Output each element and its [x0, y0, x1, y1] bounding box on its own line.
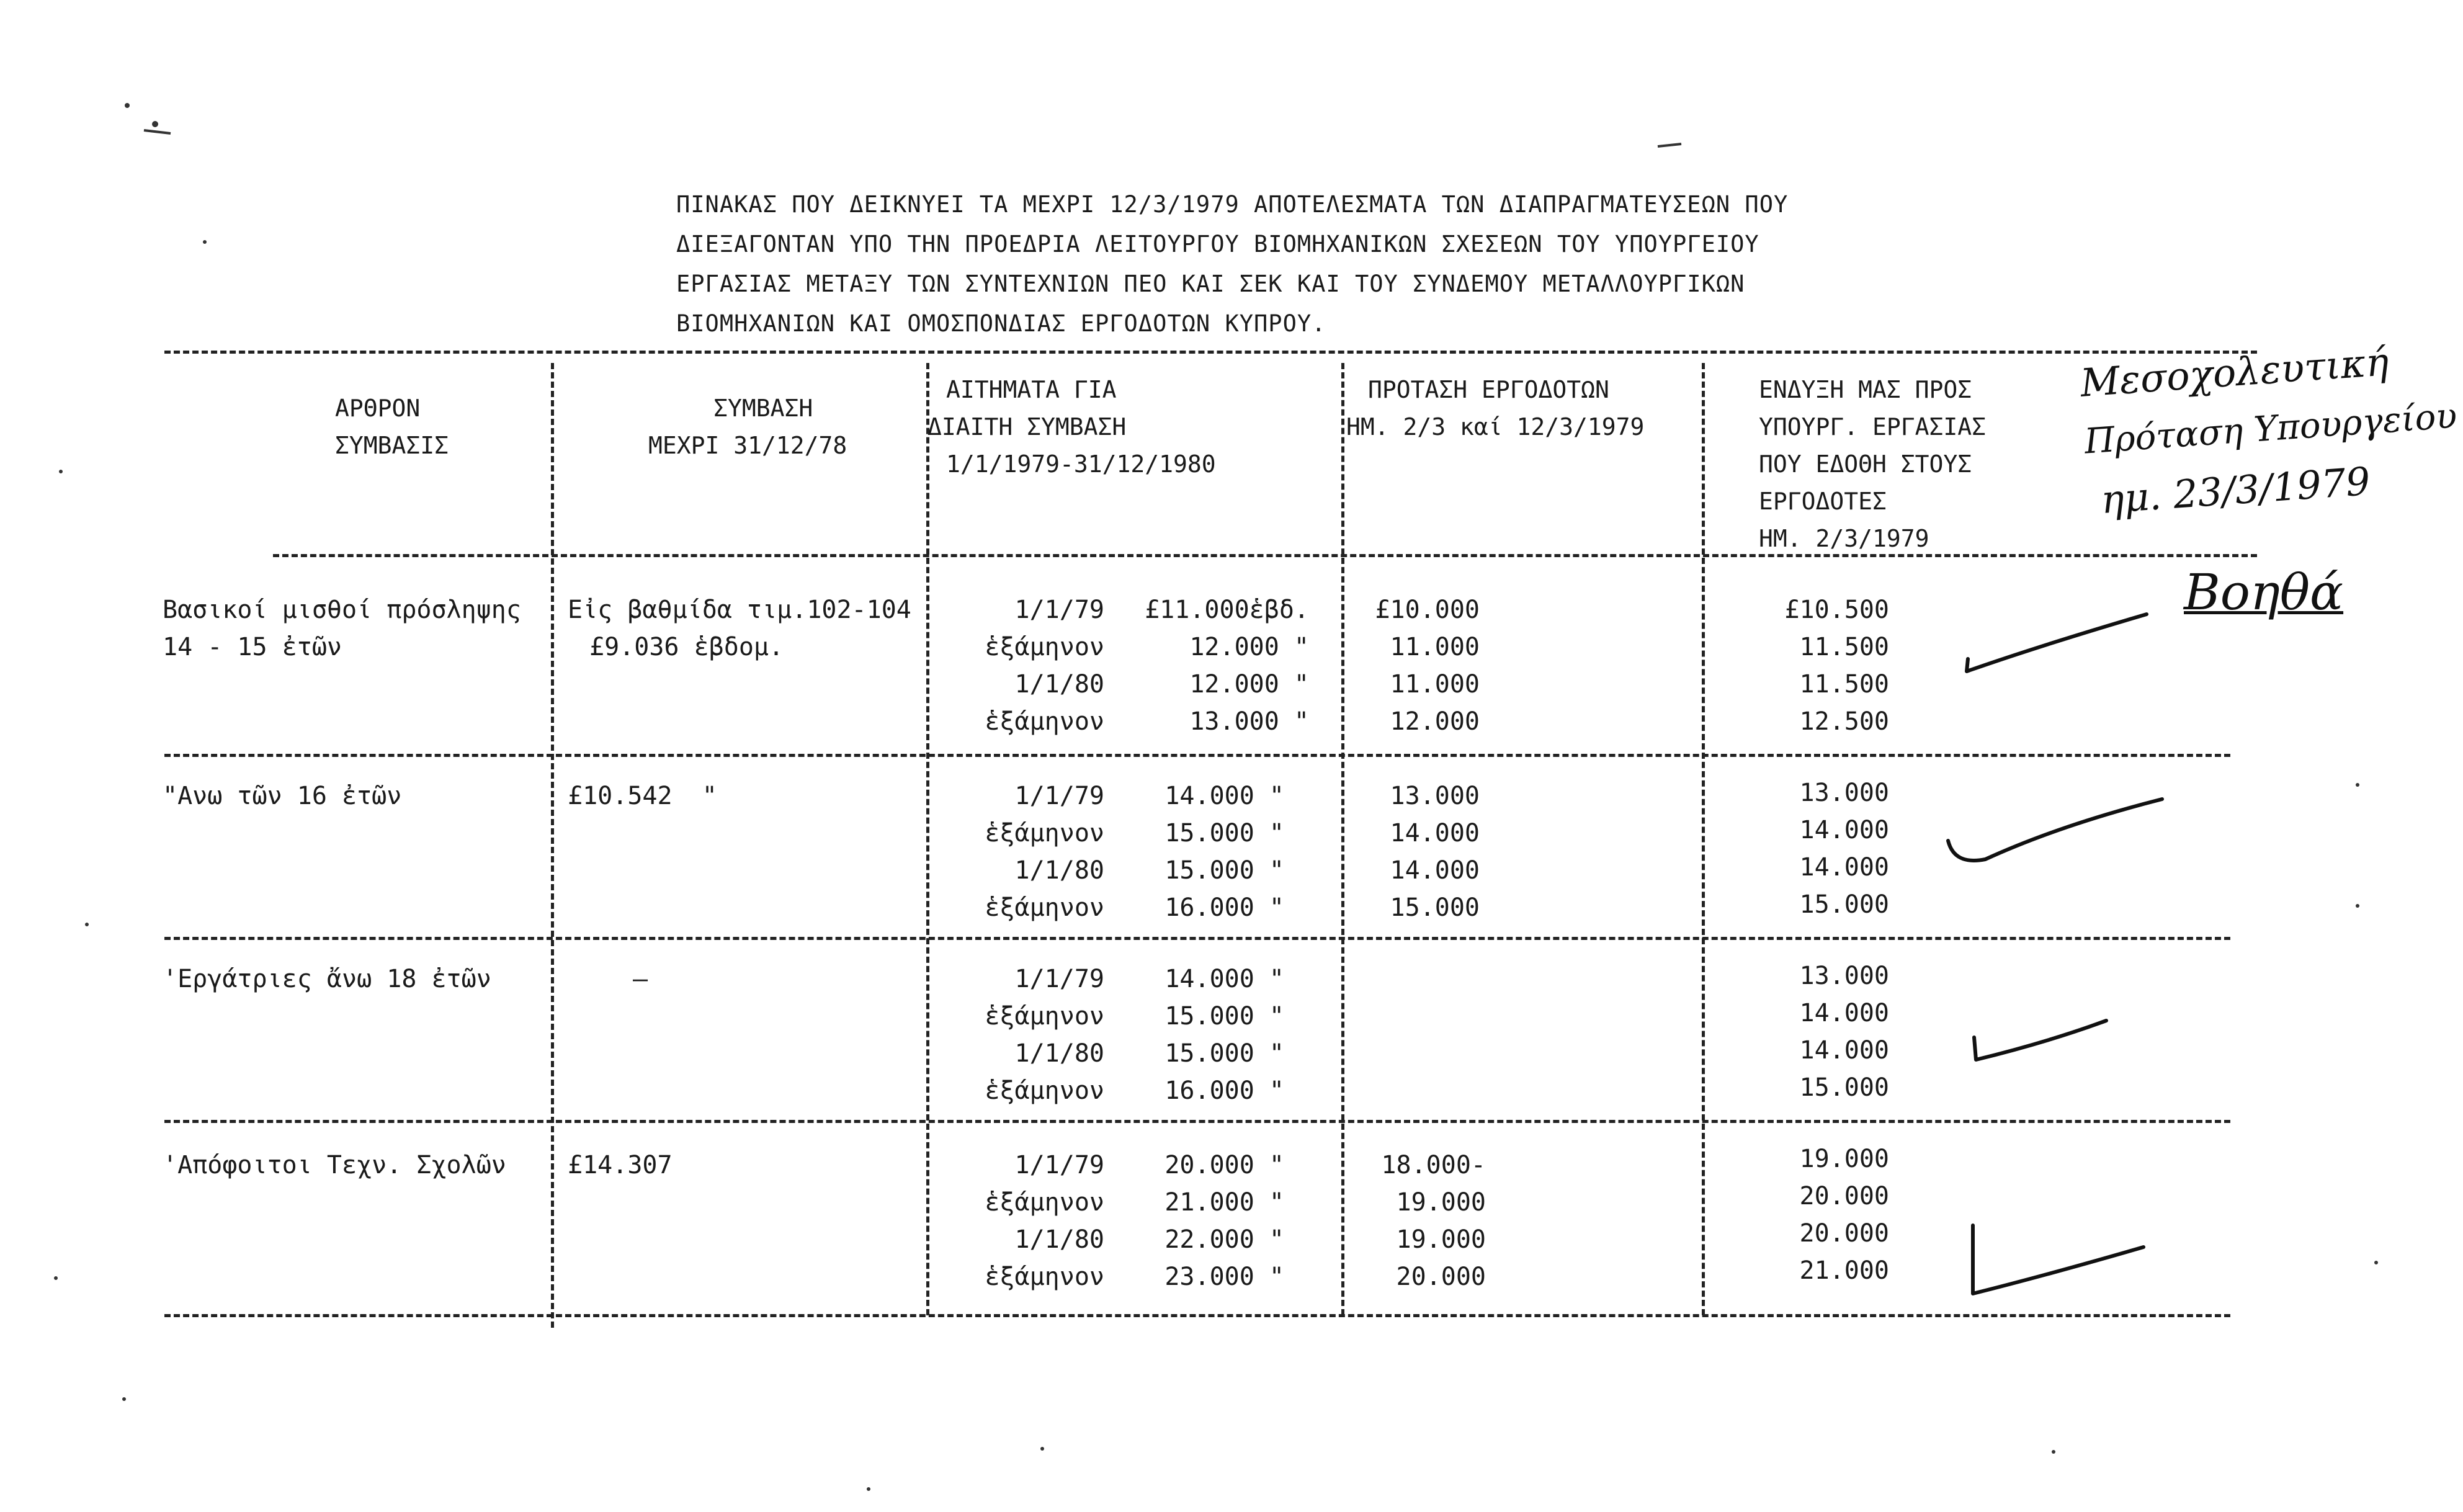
suggestion-cell: 20.000: [1799, 1219, 1889, 1248]
handwritten-word-text: Βοηθά: [2184, 563, 2344, 621]
checkmark-icon: [1967, 614, 2147, 671]
suggestion-cell: £10.500: [1784, 596, 1889, 624]
checkmark-icon: [1973, 1225, 2143, 1294]
header-line: ΠΡΟΤΑΣΗ ΕΡΓΟΔΟΤΩΝ: [1368, 376, 1609, 403]
period-cell: 1/1/79: [1014, 965, 1104, 993]
row-label-line: 'Εργάτριες ἄνω 18 ἐτῶν: [163, 965, 491, 993]
period-cell: 1/1/80: [1014, 856, 1104, 885]
header-line: 1/1/1979-31/12/1980: [946, 450, 1216, 478]
suggestion-cell: 14.000: [1799, 1036, 1889, 1065]
demand-cell: 15.000 ": [1164, 856, 1284, 885]
period-cell: 1/1/79: [1014, 596, 1104, 624]
demand-cell: 20.000 ": [1164, 1151, 1284, 1179]
suggestion-cell: 14.000: [1799, 999, 1889, 1027]
period-cell: ἑξάμηνον: [985, 1002, 1104, 1031]
period-cell: 1/1/80: [1014, 1039, 1104, 1068]
suggestion-cell: 13.000: [1799, 779, 1889, 807]
handwritten-line: Μεσοχολευτική: [2078, 339, 2390, 406]
period-cell: ἑξάμηνον: [985, 1263, 1104, 1291]
period-cell: 1/1/79: [1014, 782, 1104, 810]
contract-line: £10.542 ": [568, 782, 717, 810]
header-line: ΠΟΥ ΕΔΟΘΗ ΣΤΟΥΣ: [1759, 450, 1972, 478]
demand-cell: 22.000 ": [1164, 1225, 1284, 1254]
suggestion-cell: 11.500: [1799, 633, 1889, 661]
row-label-line: 'Απόφοιτοι Τεχν. Σχολῶν: [163, 1151, 506, 1179]
suggestion-cell: 11.500: [1799, 670, 1889, 699]
demand-cell: 15.000 ": [1164, 819, 1284, 848]
header-line: ΣΥΜΒΑΣΗ: [713, 395, 813, 422]
demand-cell: £11.000ἑβδ.: [1145, 596, 1309, 624]
employer-cell: 14.000: [1390, 819, 1480, 848]
suggestion-cell: 19.000: [1799, 1145, 1889, 1173]
demand-cell: 13.000 ": [1189, 707, 1309, 736]
demand-cell: 15.000 ": [1164, 1039, 1284, 1068]
period-cell: ἑξάμηνον: [985, 707, 1104, 736]
title-line: ΔΙΕΞΑΓΟΝΤΑΝ ΥΠΟ ΤΗΝ ΠΡΟΕΔΡΙΑ ΛΕΙΤΟΥΡΓΟΥ ΒΙΟΜΗΧΑΝΙΚΩΝ ΣΧΕΣΕΩΝ ΤΟΥ ΥΠΟΥΡΓΕΙΟΥ: [676, 231, 1759, 257]
suggestion-cell: 13.000: [1799, 962, 1889, 990]
employer-cell: 20.000: [1396, 1263, 1486, 1291]
demand-cell: 14.000 ": [1164, 782, 1284, 810]
header-line: ΗΜ. 2/3 καί 12/3/1979: [1346, 413, 1645, 441]
row-label-line: Βασικοί μισθοί πρόσληψης: [163, 596, 521, 624]
title-line: ΕΡΓΑΣΙΑΣ ΜΕΤΑΞΥ ΤΩΝ ΣΥΝΤΕΧΝΙΩΝ ΠΕΟ ΚΑΙ ΣΕΚ ΚΑΙ ΤΟΥ ΣΥΝΔΕΜΟΥ ΜΕΤΑΛΛΟΥΡΓΙΚΩΝ: [676, 271, 1745, 297]
contract-line: £14.307: [568, 1151, 673, 1179]
demand-cell: 14.000 ": [1164, 965, 1284, 993]
period-cell: ἑξάμηνον: [985, 1188, 1104, 1217]
suggestion-cell: 15.000: [1799, 1073, 1889, 1102]
row-label-line: "Ανω τῶν 16 ἐτῶν: [163, 782, 402, 810]
handwritten-line: ημ. 23/3/1979: [2099, 458, 2372, 522]
employer-cell: 14.000: [1390, 856, 1480, 885]
employer-cell: 19.000: [1396, 1188, 1486, 1217]
checkmark-icon: [1948, 799, 2162, 861]
employer-cell: 15.000: [1390, 893, 1480, 922]
header-line: ΕΝΔΥΞΗ ΜΑΣ ΠΡΟΣ: [1759, 376, 1972, 403]
suggestion-cell: 14.000: [1799, 853, 1889, 882]
period-cell: ἑξάμηνον: [985, 1076, 1104, 1105]
contract-line: £9.036 ἑβδομ.: [589, 633, 784, 661]
employer-cell: 19.000: [1396, 1225, 1486, 1254]
header-line: ΔΙΑΙΤΗ ΣΥΜΒΑΣΗ: [928, 413, 1127, 441]
contract-line: Εἰς βαθμίδα τιμ.102-104: [568, 596, 911, 624]
row-label-line: 14 - 15 ἐτῶν: [163, 633, 342, 661]
employer-cell: £10.000: [1375, 596, 1480, 624]
suggestion-cell: 21.000: [1799, 1256, 1889, 1285]
header-line: ΗΜ. 2/3/1979: [1759, 525, 1929, 552]
header-line: ΥΠΟΥΡΓ. ΕΡΓΑΣΙΑΣ: [1759, 413, 1987, 441]
demand-cell: 12.000 ": [1189, 670, 1309, 699]
checkmark-icon: [1974, 1021, 2106, 1060]
demand-cell: 15.000 ": [1164, 1002, 1284, 1031]
suggestion-cell: 12.500: [1799, 707, 1889, 736]
period-cell: ἑξάμηνον: [985, 633, 1104, 661]
employer-cell: 11.000: [1390, 670, 1480, 699]
employer-cell: 13.000: [1390, 782, 1480, 810]
contract-line: —: [633, 965, 648, 993]
demand-cell: 16.000 ": [1164, 893, 1284, 922]
header-line: ΑΡΘΡΟΝ: [335, 395, 421, 422]
period-cell: 1/1/80: [1014, 1225, 1104, 1254]
title-line: ΠΙΝΑΚΑΣ ΠΟΥ ΔΕΙΚΝΥΕΙ ΤΑ ΜΕΧΡΙ 12/3/1979 ΑΠΟΤΕΛΕΣΜΑΤΑ ΤΩΝ ΔΙΑΠΡΑΓΜΑΤΕΥΣΕΩΝ ΠΟΥ: [676, 191, 1789, 218]
employer-cell: 18.000-: [1381, 1151, 1486, 1179]
period-cell: 1/1/79: [1014, 1151, 1104, 1179]
title-line: ΒΙΟΜΗΧΑΝΙΩΝ ΚΑΙ ΟΜΟΣΠΟΝΔΙΑΣ ΕΡΓΟΔΟΤΩΝ ΚΥΠΡΟΥ.: [676, 310, 1326, 337]
header-line: ΑΙΤΗΜΑΤΑ ΓΙΑ: [946, 376, 1117, 403]
demand-cell: 16.000 ": [1164, 1076, 1284, 1105]
demand-cell: 21.000 ": [1164, 1188, 1284, 1217]
suggestion-cell: 15.000: [1799, 890, 1889, 919]
header-line: ΕΡΓΟΔΟΤΕΣ: [1759, 488, 1887, 515]
employer-cell: 12.000: [1390, 707, 1480, 736]
period-cell: ἑξάμηνον: [985, 819, 1104, 848]
period-cell: ἑξάμηνον: [985, 893, 1104, 922]
demand-cell: 12.000 ": [1189, 633, 1309, 661]
handwritten-line: Πρόταση Υπουργείου: [2083, 395, 2459, 462]
period-cell: 1/1/80: [1014, 670, 1104, 699]
demand-cell: 23.000 ": [1164, 1263, 1284, 1291]
header-line: ΣΥΜΒΑΣΙΣ: [335, 432, 449, 459]
employer-cell: 11.000: [1390, 633, 1480, 661]
suggestion-cell: 20.000: [1799, 1182, 1889, 1210]
suggestion-cell: 14.000: [1799, 816, 1889, 844]
header-line: ΜΕΧΡΙ 31/12/78: [648, 432, 847, 459]
